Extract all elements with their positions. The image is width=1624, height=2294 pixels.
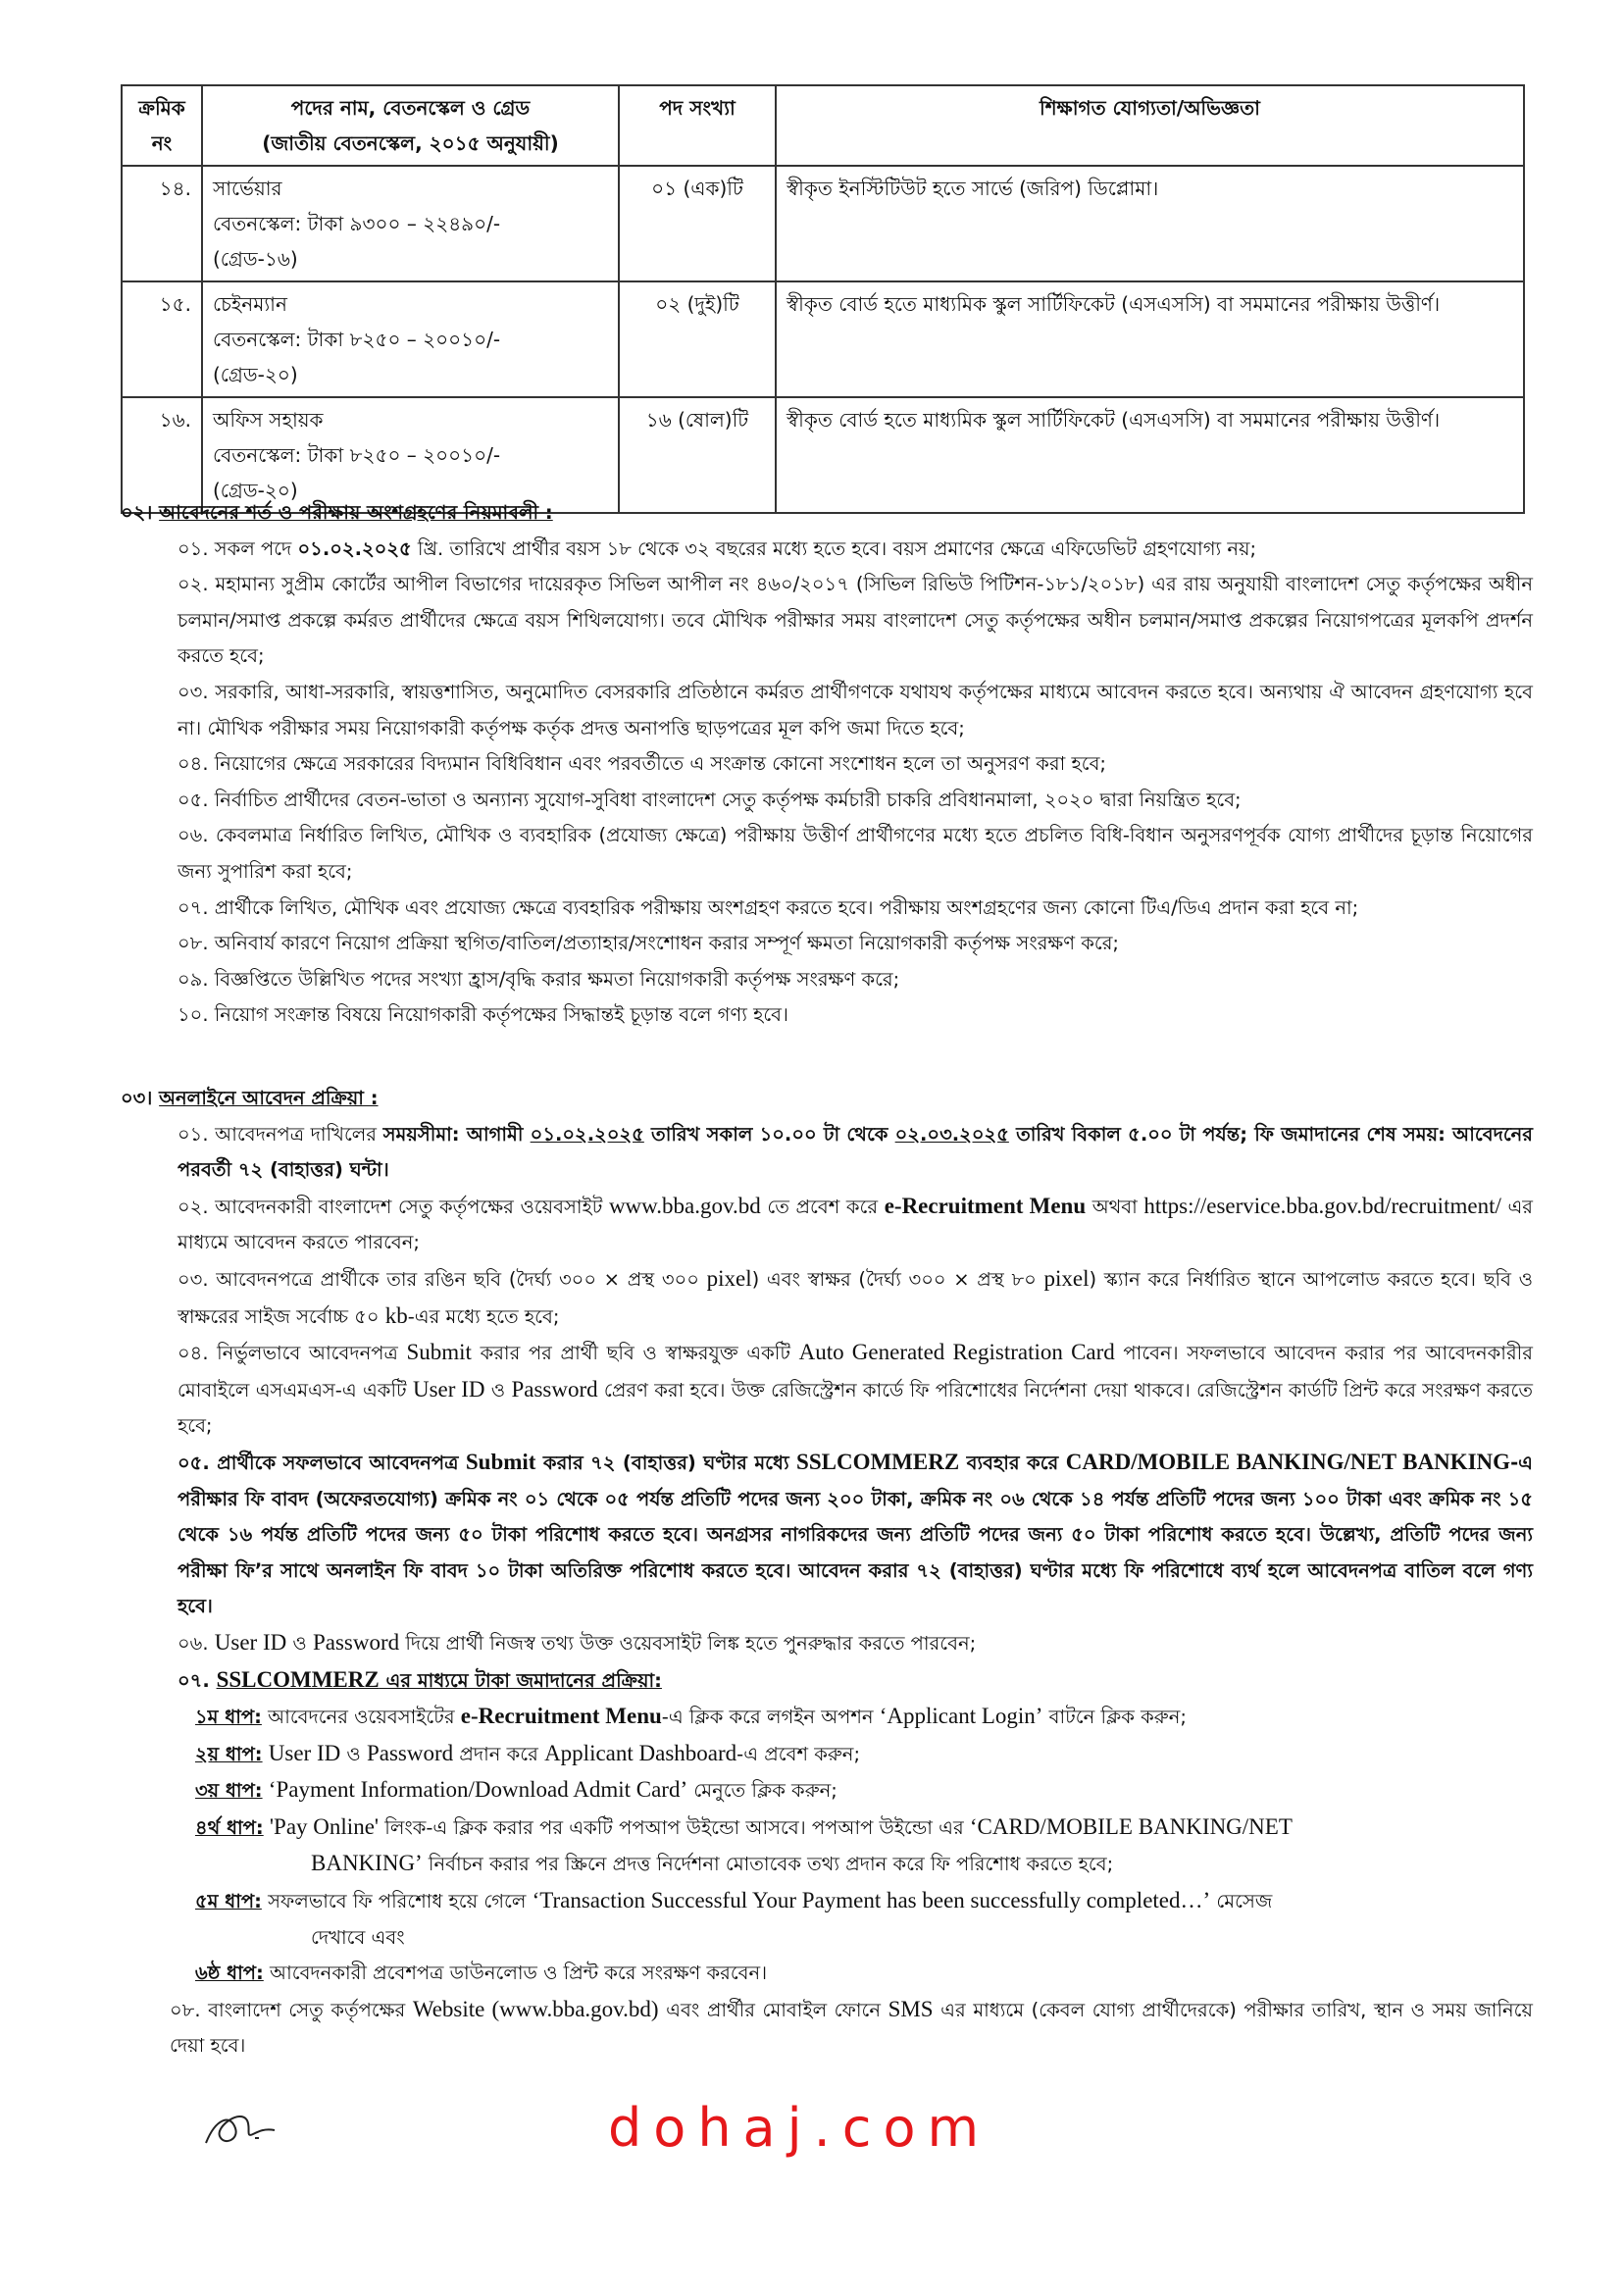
text: ব্যবহার করে [959, 1451, 1066, 1474]
text: এর মাধ্যমে (কেবল যোগ্য প্রার্থীদেরকে) পরীক্ষার তারিখ, স্থান ও সময় জানিয়ে দেয়া হবে। [170, 1998, 1533, 2058]
condition-item: ০৯. বিজ্ঞপ্তিতে উল্লিখিত পদের সংখ্যা হ্রাস/বৃদ্ধি করার ক্ষমতা নিয়োগকারী কর্তৃপক্ষ সংরক্ষণ করে; [178, 967, 900, 991]
text: ০৬. [178, 1631, 215, 1655]
post-grade: (গ্রেড-২০) [213, 479, 298, 502]
step-label: ৬ষ্ঠ ধাপ: [195, 1962, 264, 1985]
text: Password [312, 1629, 400, 1655]
text: ও [484, 1378, 512, 1402]
post-scale: বেতনস্কেল: টাকা ৯৩০০ – ২২৪৯০/- [213, 212, 501, 235]
header-post [202, 85, 619, 166]
signature-icon [196, 2099, 284, 2158]
post-grade: (গ্রেড-২০) [213, 363, 298, 386]
post-name: চেইনম্যান [213, 292, 287, 316]
text: ‘CARD/MOBILE BANKING/NET [969, 1813, 1293, 1839]
text: Submit [406, 1340, 472, 1365]
section-number: ০৩। [121, 1087, 153, 1109]
menu-name: e-Recruitment Menu [884, 1193, 1087, 1218]
header-qualification: শিক্ষাগত যোগ্যতা/অভিজ্ঞতা [776, 85, 1524, 166]
text: Password [366, 1740, 454, 1765]
step-label: ৪র্থ ধাপ: [195, 1815, 264, 1839]
condition-item: ০৫. নির্বাচিত প্রার্থীদের বেতন-ভাতা ও অন্যান্য সুযোগ-সুবিধা বাংলাদেশ সেতু কর্তৃপক্ষ কর্মচারী চাকরি প্রবিধানমালা, ২০২০ দ্বারা নিয়ন্ত্রিত হবে; [178, 788, 1242, 811]
step-label: ৫ম ধাপ: [195, 1890, 262, 1913]
row-count: ০২ (দুই)টি [619, 281, 776, 397]
text: User ID [412, 1376, 485, 1402]
text: মেসেজ [1210, 1890, 1273, 1913]
text: pixel [1043, 1265, 1090, 1291]
text: Applicant Dashboard [544, 1740, 737, 1765]
step-label: ১ম ধাপ: [195, 1706, 262, 1729]
text: দেখাবে এবং [311, 1925, 405, 1949]
date-text: ০১.০২.২০২৫ [297, 536, 412, 560]
text: মেনুতে ক্লিক করুন; [687, 1779, 837, 1803]
text: CARD/MOBILE BANKING/NET BANKING [1065, 1449, 1511, 1474]
table-row [122, 281, 1524, 397]
application-item [121, 1261, 1533, 1335]
text: এর মাধ্যমে টাকা জমাদানের প্রক্রিয়া: [379, 1668, 662, 1692]
text: ‘Payment Information/Download Admit Card’ [268, 1777, 688, 1803]
text: Password [511, 1376, 598, 1402]
payment-step [121, 1883, 1533, 1956]
text: BANKING’ [311, 1851, 423, 1876]
text: আবেদনের ওয়েবসাইটের [261, 1706, 461, 1729]
payment-step [121, 1810, 1533, 1883]
row-qualification: স্বীকৃত বোর্ড হতে মাধ্যমিক স্কুল সার্টিফিকেট (এসএসসি) বা সমমানের পরীক্ষায় উত্তীর্ণ। [776, 397, 1524, 513]
text: -এ পরীক্ষার ফি বাবদ (অফেরতযোগ্য) ক্রমিক নং ০১ থেকে ০৫ পর্যন্ত প্রতিটি পদের জন্য ২০০ টাকা, ক্রমিক নং ০৬ থেকে ১৪ পর্যন্ত প্রতিটি পদের জন্য ১০০ টাকা এবং ক্রমিক নং ১৫ থেকে ১৬ পর্যন্ত প্রতিটি পদের জন্য ৫০ টাকা পরিশোধ করতে হবে। অনগ্রসর নাগরিকদের জন্য প্রতিটি পদের জন্য ৫০ টাকা পরিশোধ করতে হবে। উল্লেখ্য, প্রতিটি পদের জন্য পরীক্ষা ফি’র সাথে অনলাইন ফি বাবদ ১০ টাকা অতিরিক্ত পরিশোধ করতে হবে। আবেদন করার ৭২ (বাহাত্তর) ঘণ্টার মধ্যে ফি পরিশোধে ব্যর্থ হলে আবেদনপত্র বাতিল বলে গণ্য হবে। [178, 1451, 1533, 1618]
text: এর মাধ্যমে আবেদন করতে পারবেন; [178, 1195, 1534, 1254]
payment-step [121, 1736, 1533, 1773]
text: -এর মধ্যে হতে হবে; [407, 1304, 560, 1328]
text: User ID [214, 1629, 287, 1655]
text: করার ৭২ (বাহাত্তর) ঘণ্টার মধ্যে [535, 1451, 797, 1474]
section-conditions [121, 495, 1533, 1034]
payment-step [121, 1699, 1533, 1736]
row-serial: ১৫. [122, 281, 202, 397]
row-qualification: স্বীকৃত ইনস্টিটিউট হতে সার্ভে (জরিপ) ডিপ্লোমা। [776, 166, 1524, 281]
text: প্রদান করে [453, 1742, 545, 1765]
section-heading [121, 1081, 1533, 1117]
text: ০৮. বাংলাদেশ সেতু কর্তৃপক্ষের [170, 1998, 413, 2021]
text: ‘Transaction Successful Your Payment has been successfully completed…’ [532, 1888, 1211, 1913]
text: তারিখ বিকাল ৫.০০ টা পর্যন্ত; ফি জমাদানের শেষ সময়: আবেদনের পরবর্তী ৭২ (বাহাত্তর) ঘন্টা। [178, 1122, 1534, 1182]
text: করার পর প্রার্থী ছবি ও স্বাক্ষরযুক্ত একটি [471, 1342, 799, 1365]
header-post-main: পদের নাম, বেতনস্কেল ও গ্রেড [290, 96, 531, 120]
application-item [121, 1335, 1533, 1445]
text: এবং প্রার্থীর মোবাইল ফোনে [658, 1998, 888, 2021]
header-serial: ক্রমিক নং [122, 85, 202, 166]
row-count: ১৬ (ষোল)টি [619, 397, 776, 513]
text: Submit [465, 1449, 536, 1474]
condition-item: ০৩. সরকারি, আধা-সরকারি, স্বায়ত্তশাসিত, অনুমোদিত বেসরকারি প্রতিষ্ঠানে কর্মরত প্রার্থীগণকে যথাযথ কর্তৃপক্ষের মাধ্যমে আবেদন করতে হবে। অন্যথায় ঐ আবেদন গ্রহণযোগ্য হবে না। মৌখিক পরীক্ষার সময় নিয়োগকারী কর্তৃপক্ষ কর্তৃক প্রদত্ত অনাপত্তি ছাড়পত্রের মূল কপি জমা দিতে হবে; [178, 680, 1533, 739]
text: Auto Generated Registration Card [798, 1340, 1115, 1365]
text: ‘Applicant Login’ [879, 1704, 1043, 1729]
text: ০৪. নির্ভুলভাবে আবেদনপত্র [178, 1342, 407, 1365]
post-grade: (গ্রেড-১৬) [213, 247, 298, 271]
text: kb [384, 1302, 408, 1328]
text: 'Pay Online' [269, 1813, 380, 1839]
post-name: সার্ভেয়ার [213, 177, 282, 200]
text: ০১. সকল পদে [178, 536, 298, 560]
website-link[interactable]: Website (www.bba.gov.bd) [412, 1996, 659, 2021]
text: প্রেরণ করা হবে। উক্ত রেজিস্ট্রেশন কার্ডে ফি পরিশোধের নির্দেশনা দেয়া থাকবে। রেজিস্ট্রেশন কার্ডটি প্রিন্ট করে সংরক্ষণ করতে হবে; [178, 1378, 1533, 1438]
header-count: পদ সংখ্যা [619, 85, 776, 166]
text: ০৫. প্রার্থীকে সফলভাবে আবেদনপত্র [178, 1451, 466, 1474]
text: ) স্ক্যান করে নির্ধারিত স্থানে আপলোড করতে হবে। ছবি ও স্বাক্ষরের সাইজ সর্বোচ্চ ৫০ [178, 1267, 1534, 1328]
row-post [202, 166, 619, 281]
text: ও [286, 1631, 313, 1655]
text: ০১. আবেদনপত্র দাখিলের [178, 1122, 383, 1146]
section-title: অনলাইনে আবেদন প্রক্রিয়া : [159, 1087, 379, 1109]
text: সফলভাবে ফি পরিশোধ হয়ে গেলে [261, 1890, 533, 1913]
payment-step [121, 1956, 1533, 1992]
condition-item: ১০. নিয়োগ সংক্রান্ত বিষয়ে নিয়োগকারী কর্তৃপক্ষের সিদ্ধান্তই চূড়ান্ত বলে গণ্য হবে। [178, 1003, 789, 1027]
text: তারিখ সকাল ১০.০০ টা থেকে [643, 1122, 895, 1146]
post-scale: বেতনস্কেল: টাকা ৮২৫০ – ২০০১০/- [213, 443, 501, 467]
condition-item: ০৪. নিয়োগের ক্ষেত্রে সরকারের বিদ্যমান বিধিবিধান এবং পরবর্তীতে এ সংক্রান্ত কোনো সংশোধন হলে তা অনুসরণ করা হবে; [178, 752, 1106, 776]
row-count: ০১ (এক)টি [619, 166, 776, 281]
text: -এ ক্লিক করে লগইন অপশন [661, 1706, 880, 1729]
text: SSLCOMMERZ [796, 1449, 960, 1474]
table-header-row [122, 85, 1524, 166]
condition-item: ০২. মহামান্য সুপ্রীম কোর্টের আপীল বিভাগের দায়েরকৃত সিভিল আপীল নং ৪৬০/২০১৭ (সিভিল রিভিউ পিটিশন-১৮১/২০১৮) এর রায় অনুযায়ী বাংলাদেশ সেতু কর্তৃপক্ষের অধীন চলমান/সমাপ্ত প্রকল্পে কর্মরত প্রার্থীদের ক্ষেত্রে বয়স শিথিলযোগ্য। তবে মৌখিক পরীক্ষার সময় বাংলাদেশ সেতু কর্তৃপক্ষের অধীন চলমান/সমাপ্ত প্রকল্পের নিয়োগপত্রের মূলকপি প্রদর্শন করতে হবে; [178, 573, 1533, 668]
payment-step [121, 1772, 1533, 1810]
text: ও [340, 1742, 367, 1765]
text: User ID [268, 1740, 341, 1765]
text: তে প্রবেশ করে [760, 1195, 885, 1218]
text: বাটনে ক্লিক করুন; [1042, 1706, 1187, 1729]
text: pixel [706, 1265, 752, 1291]
section-title: আবেদনের শর্ত ও পরীক্ষায় অংশগ্রহণের নিয়মাবলী : [159, 501, 553, 524]
post-scale: বেতনস্কেল: টাকা ৮২৫০ – ২০০১০/- [213, 328, 501, 351]
application-item [121, 1117, 1533, 1189]
text: নির্বাচন করার পর স্ক্রিনে প্রদত্ত নির্দেশনা মোতাবেক তথ্য প্রদান করে ফি পরিশোধ করতে হবে; [422, 1853, 1114, 1876]
text: -এ প্রবেশ করুন; [736, 1742, 861, 1765]
post-name: অফিস সহায়ক [213, 408, 324, 432]
text: ০২. আবেদনকারী বাংলাদেশ সেতু কর্তৃপক্ষের ওয়েবসাইট [178, 1195, 609, 1218]
watermark: dohaj.com [608, 2097, 991, 2159]
application-item [121, 1625, 1533, 1662]
website-link[interactable]: www.bba.gov.bd [608, 1193, 761, 1218]
application-item [121, 1992, 1533, 2065]
condition-item: ০৮. অনিবার্য কারণে নিয়োগ প্রক্রিয়া স্থগিত/বাতিল/প্রত্যাহার/সংশোধন করার সম্পূর্ণ ক্ষমতা নিয়োগকারী কর্তৃপক্ষ সংরক্ষণ করে; [178, 932, 1119, 955]
fee-instruction-item [121, 1445, 1533, 1625]
section-online-application [121, 1081, 1533, 2065]
text: খ্রি. তারিখে প্রার্থীর বয়স ১৮ থেকে ৩২ বছরের মধ্যে হতে হবে। বয়স প্রমাণের ক্ষেত্রে এফিডেভিট গ্রহণযোগ্য নয়; [411, 536, 1257, 560]
text: SMS [888, 1996, 934, 2021]
section-number: ০২। [121, 501, 153, 524]
application-item [121, 1189, 1533, 1261]
text: e-Recruitment Menu [460, 1704, 662, 1729]
job-posts-table [121, 84, 1525, 514]
text: সময়সীমা: আগামী [382, 1122, 531, 1146]
row-qualification: স্বীকৃত বোর্ড হতে মাধ্যমিক স্কুল সার্টিফিকেট (এসএসসি) বা সমমানের পরীক্ষায় উত্তীর্ণ। [776, 281, 1524, 397]
end-date: ০২.০৩.২০২৫ [894, 1122, 1009, 1146]
condition-item: ০৬. কেবলমাত্র নির্ধারিত লিখিত, মৌখিক ও ব্যবহারিক (প্রযোজ্য ক্ষেত্রে) পরীক্ষায় উত্তীর্ণ প্রার্থীগণের মধ্যে হতে প্রচলিত বিধি-বিধান অনুসরণপূর্বক যোগ্য প্রার্থীদের চূড়ান্ত নিয়োগের জন্য সুপারিশ করা হবে; [178, 824, 1533, 883]
recruitment-link[interactable]: https://eservice.bba.gov.bd/recruitment/ [1143, 1193, 1501, 1218]
row-post [202, 281, 619, 397]
text: ০৭. [178, 1668, 217, 1692]
text: ০৩. আবেদনপত্রে প্রার্থীকে তার রঙিন ছবি (দৈর্ঘ্য ৩০০ × প্রস্থ ৩০০ [178, 1267, 707, 1291]
text: পাবেন। সফলভাবে আবেদন করার পর আবেদনকারীর মোবাইলে এসএমএস-এ একটি [178, 1342, 1533, 1402]
text: ) এবং স্বাক্ষর (দৈর্ঘ্য ৩০০ × প্রস্থ ৮০ [751, 1267, 1044, 1291]
text: আবেদনকারী প্রবেশপত্র ডাউনলোড ও প্রিন্ট করে সংরক্ষণ করবেন। [263, 1962, 768, 1985]
text: অথবা [1086, 1195, 1144, 1218]
text: দিয়ে প্রার্থী নিজস্ব তথ্য উক্ত ওয়েবসাইট লিঙ্ক হতে পুনরুদ্ধার করতে পারবেন; [399, 1631, 977, 1655]
condition-item [121, 532, 1533, 568]
row-serial: ১৬. [122, 397, 202, 513]
start-date: ০১.০২.২০২৫ [530, 1122, 644, 1146]
payment-process-heading [121, 1662, 1533, 1700]
text: SSLCOMMERZ [216, 1666, 380, 1692]
header-post-sub: (জাতীয় বেতনস্কেল, ২০১৫ অনুযায়ী) [262, 131, 559, 155]
condition-item: ০৭. প্রার্থীকে লিখিত, মৌখিক এবং প্রযোজ্য ক্ষেত্রে ব্যবহারিক পরীক্ষায় অংশগ্রহণ করতে হবে। পরীক্ষায় অংশগ্রহণের জন্য কোনো টিএ/ডিএ প্রদান করা হবে না; [178, 895, 1359, 919]
section-heading [121, 495, 1533, 532]
step-label: ৩য় ধাপ: [195, 1779, 263, 1803]
text: লিংক-এ ক্লিক করার পর একটি পপআপ উইন্ডো আসবে। পপআপ উইন্ডো এর [379, 1815, 970, 1839]
step-label: ২য় ধাপ: [195, 1742, 263, 1765]
row-serial: ১৪. [122, 166, 202, 281]
table-row [122, 166, 1524, 281]
